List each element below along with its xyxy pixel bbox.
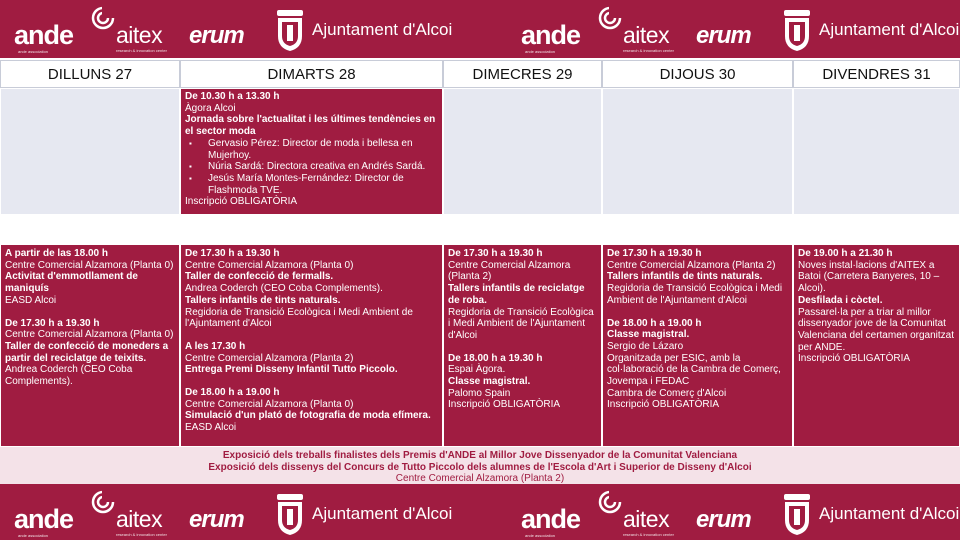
logo-group bbox=[0, 0, 480, 58]
ande-logo: ande bbox=[521, 20, 581, 50]
event-title: Entrega Premi Disseny Infantil Tutto Piccolo. bbox=[185, 364, 398, 376]
event-time: De 17.30 h a 19.30 h bbox=[185, 248, 280, 259]
logo-group bbox=[507, 484, 960, 540]
erum-logo: erum bbox=[696, 22, 751, 49]
erum-logo: erum bbox=[189, 506, 244, 533]
event-title: Tallers infantils de tints naturals. bbox=[607, 271, 763, 283]
aitex-tagline: research & innovation center bbox=[116, 48, 167, 53]
event-place: Centre Comercial Alzamora (Planta 0) bbox=[185, 398, 354, 410]
event-organizer: Andrea Coderch (CEO Coba Complements). bbox=[185, 283, 383, 295]
registration-note: Inscripció OBLIGATÒRIA bbox=[798, 353, 911, 365]
event-title: Taller de confecció de moneders a partir del reciclatge de teixits. bbox=[5, 340, 169, 364]
ajuntament-logo-text: Ajuntament d'Alcoi bbox=[312, 20, 453, 39]
exhibition-line: Exposició dels treballs finalistes dels Premis d'ANDE al Millor Jove Dissenyador de la Comunitat Valenciana bbox=[222, 450, 738, 461]
event-time: De 19.00 h a 21.30 h bbox=[798, 248, 893, 259]
event-organizer: EASD Alcoi bbox=[185, 422, 237, 434]
exhibition-location: Centre Comercial Alzamora (Planta 2) bbox=[395, 473, 565, 484]
event-title: Tallers infantils de tints naturals. bbox=[185, 294, 341, 306]
empty-slot bbox=[602, 88, 793, 215]
empty-slot bbox=[793, 88, 960, 215]
registration-note: Inscripció OBLIGATÒRIA bbox=[448, 399, 561, 411]
ajuntament-logo-text: Ajuntament d'Alcoi bbox=[819, 504, 960, 523]
event-place: Cambra de Comerç d'Alcoi bbox=[607, 387, 727, 399]
event-title: Classe magistral. bbox=[448, 376, 531, 388]
aitex-logo: aitex bbox=[623, 22, 670, 48]
day-header-wednesday: DIMECRES 29 bbox=[443, 60, 602, 88]
logo-group bbox=[507, 0, 960, 58]
empty-slot bbox=[0, 88, 180, 215]
erum-logo: erum bbox=[696, 506, 751, 533]
header-logo-band bbox=[0, 0, 960, 58]
exhibition-banner bbox=[0, 447, 960, 485]
ajuntament-logo-text: Ajuntament d'Alcoi bbox=[819, 20, 960, 39]
event-title: Desfilada i còctel. bbox=[798, 294, 883, 306]
crest-icon bbox=[780, 490, 814, 536]
exhibition-line: Exposició dels dissenys del Concurs de Tutto Piccolo dels alumnes de l'Escola d'Art i Superior de Disseny d'Alcoi bbox=[208, 461, 752, 473]
event-time: De 17.30 h a 19.30 h bbox=[607, 248, 702, 259]
aitex-swirl-icon bbox=[91, 6, 115, 30]
ande-tagline: ande association bbox=[18, 533, 49, 538]
aitex-swirl-icon bbox=[598, 6, 622, 30]
footer-logo-band bbox=[0, 484, 960, 540]
speaker-item: ▪ Gervasio Pérez: Director de moda i bellesa en Mujerhoy. bbox=[185, 138, 438, 161]
event-cell-thursday-afternoon bbox=[602, 244, 793, 447]
event-place: Àgora Alcoi bbox=[185, 102, 236, 114]
event-title: Jornada sobre l'actualitat i les últimes tendències en el sector moda bbox=[185, 114, 436, 138]
event-organizer: EASD Alcoi bbox=[5, 294, 57, 306]
aitex-logo: aitex bbox=[116, 506, 163, 532]
day-header-monday: DILLUNS 27 bbox=[0, 60, 180, 88]
speaker-item: ▪ Núria Sardá: Directora creativa en Andrés Sardá. bbox=[185, 161, 438, 173]
event-place: Centre Comercial Alzamora (Planta 2) bbox=[607, 259, 776, 271]
event-time: De 10.30 h a 13.30 h bbox=[185, 91, 280, 102]
event-place: Noves instal·lacions d'AITEX a Batoi (Carretera Banyeres, 10 – Alcoi). bbox=[798, 259, 940, 295]
event-title: Classe magistral. bbox=[607, 329, 690, 341]
ande-tagline: ande association bbox=[525, 533, 556, 538]
event-description: Passarel·la per a triar al millor dissenyador jove de la Comunitat Valenciana del certamen organitzat per ANDE. bbox=[798, 306, 955, 353]
event-organizer: Regidoria de Transició Ecològica i Medi Ambient de l'Ajuntament d'Alcoi bbox=[448, 306, 594, 341]
event-title: Tallers infantils de reciclatge de roba. bbox=[448, 283, 585, 306]
event-time: De 18.00 h a 19.00 h bbox=[607, 317, 702, 329]
crest-icon bbox=[273, 6, 307, 52]
event-organizer: Organitzada per ESIC, amb la col·laboració de la Cambra de Comerç, Jovempa i FEDAC bbox=[607, 352, 781, 388]
event-organizer: Regidoria de Transició Ecològica i Medi Ambient de l'Ajuntament d'Alcoi bbox=[607, 283, 783, 306]
aitex-swirl-icon bbox=[598, 490, 622, 514]
day-header-thursday: DIJOUS 30 bbox=[602, 60, 793, 88]
event-time: De 17.30 h a 19.30 h bbox=[5, 317, 100, 329]
event-cell-tuesday-morning bbox=[180, 88, 443, 215]
event-place: Centre Comercial Alzamora (Planta 2) bbox=[185, 352, 354, 364]
event-speaker: Sergio de Lázaro bbox=[607, 340, 684, 352]
day-header-tuesday: DIMARTS 28 bbox=[180, 60, 443, 88]
event-cell-monday-afternoon bbox=[0, 244, 180, 447]
event-time: A les 17.30 h bbox=[185, 340, 246, 352]
event-place: Centre Comercial Alzamora (Planta 0) bbox=[185, 259, 354, 271]
logo-group bbox=[0, 484, 480, 540]
aitex-logo: aitex bbox=[116, 22, 163, 48]
ande-logo: ande bbox=[521, 504, 581, 534]
event-place: Centre Comercial Alzamora (Planta 0) bbox=[5, 259, 174, 271]
ande-logo: ande bbox=[14, 20, 74, 50]
erum-logo: erum bbox=[189, 22, 244, 49]
empty-slot bbox=[443, 88, 602, 215]
aitex-tagline: research & innovation center bbox=[623, 532, 674, 537]
event-title: Activitat d'emmotllament de maniquís bbox=[5, 271, 138, 295]
ande-tagline: ande association bbox=[18, 49, 49, 54]
speaker-list bbox=[185, 138, 438, 197]
event-title: Simulació d'un plató de fotografia de moda efímera. bbox=[185, 410, 431, 422]
event-organizer: Regidoria de Transició Ecològica i Medi Ambient de l'Ajuntament d'Alcoi bbox=[185, 306, 413, 330]
ande-logo: ande bbox=[14, 504, 74, 534]
ajuntament-logo-text: Ajuntament d'Alcoi bbox=[312, 504, 453, 523]
crest-icon bbox=[273, 490, 307, 536]
ande-tagline: ande association bbox=[525, 49, 556, 54]
event-cell-tuesday-afternoon bbox=[180, 244, 443, 447]
day-header-friday: DIVENDRES 31 bbox=[793, 60, 960, 88]
event-place: Centre Comercial Alzamora (Planta 0) bbox=[5, 329, 174, 341]
registration-note: Inscripció OBLIGATÒRIA bbox=[607, 399, 720, 411]
event-time: De 18.00 h a 19.30 h bbox=[448, 352, 543, 364]
registration-note: Inscripció OBLIGATÒRIA bbox=[185, 196, 298, 208]
speaker-item: ▪ Jesús María Montes-Fernández: Director de Flashmoda TVE. bbox=[185, 173, 438, 196]
aitex-tagline: research & innovation center bbox=[623, 48, 674, 53]
event-cell-friday-afternoon bbox=[793, 244, 960, 447]
event-place: Espai Àgora. bbox=[448, 364, 506, 376]
event-place: Centre Comercial Alzamora (Planta 2) bbox=[448, 259, 571, 283]
aitex-tagline: research & innovation center bbox=[116, 532, 167, 537]
event-organizer: Andrea Coderch (CEO Coba Complements). bbox=[5, 364, 133, 388]
event-time: De 18.00 h a 19.00 h bbox=[185, 387, 280, 399]
event-time: A partir de las 18.00 h bbox=[5, 248, 109, 259]
event-time: De 17.30 h a 19.30 h bbox=[448, 248, 543, 259]
aitex-logo: aitex bbox=[623, 506, 670, 532]
event-cell-wednesday-afternoon bbox=[443, 244, 602, 447]
crest-icon bbox=[780, 6, 814, 52]
event-title: Taller de confecció de fermalls. bbox=[185, 271, 334, 283]
aitex-swirl-icon bbox=[91, 490, 115, 514]
event-organizer: Palomo Spain bbox=[448, 387, 511, 399]
